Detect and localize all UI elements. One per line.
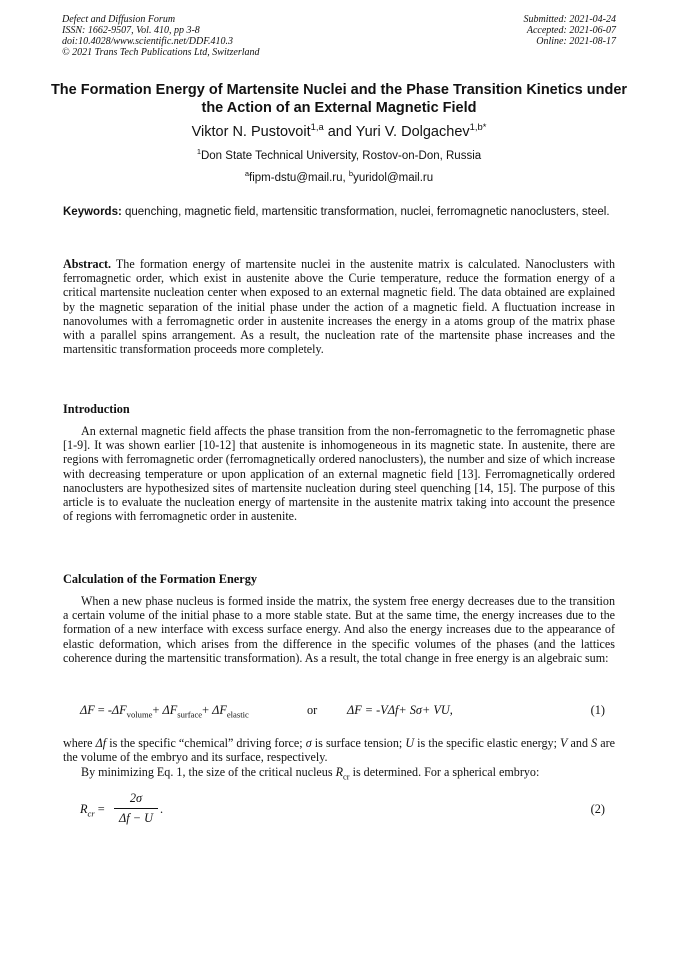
accepted-date: Accepted: 2021-06-07: [526, 25, 616, 36]
equation-2-denominator: Δf − U: [119, 811, 153, 825]
author-2-affil: 1,b*: [469, 121, 487, 133]
equation-1: [80, 703, 615, 719]
paper-title: The Formation Energy of Martensite Nuclei and the Phase Transition Kinetics under the Action of an External Magnetic Field: [50, 82, 628, 116]
equation-2-numerator: 2σ: [114, 791, 158, 809]
equation-2-dot: .: [160, 802, 164, 816]
author-2: Yuri V. Dolgachev: [355, 124, 470, 140]
author-1: Viktor N. Pustovoit: [191, 124, 311, 140]
affiliation-text: Don State Technical University, Rostov-on-Don, Russia: [200, 150, 482, 162]
email-b-marker: b: [348, 169, 354, 179]
doi: doi:10.4028/www.scientific.net/DDF.410.3: [62, 36, 234, 47]
calculation-heading: Calculation of the Formation Energy: [63, 572, 258, 586]
online-date: Online: 2021-08-17: [536, 36, 616, 47]
equation-2-fraction: [114, 791, 158, 826]
minimizing-paragraph: By minimizing Eq. 1, the size of the critical nucleus $R_{cr}$ is determined. For a spherical embryo:: [81, 765, 540, 782]
introduction-heading: Introduction: [63, 402, 130, 416]
abstract-label: Abstract.: [63, 257, 112, 271]
email-a-marker: a: [244, 169, 250, 179]
abstract-text: The formation energy of martensite nuclei in the austenite matrix is calculated. Nanoclusters with ferromagnetic order, which exist in austenite above the Curie temperature, reduce the formation energy of a critical martensite nucleation center when exposed to an external magnetic field. The data obtained are explained by the magnetic separation of the initial phase under the action of a magnetic field. A fluctuation increase in nanovolumes with a ferromagnetic order in austenite increases the energy in a atoms group of the matrix phase with a parallel spins arrangement. As a result, the nucleation rate of the martensite phase increases and the martensitic transformation proceeds more completely.: [63, 257, 615, 357]
journal-name: Defect and Diffusion Forum: [62, 14, 176, 25]
equation-1-left: $\Delta F = -\Delta F_{volume}+ \Delta F_{surface}+ \Delta F_{elastic}$: [80, 703, 249, 720]
email-separator: ,: [342, 172, 349, 184]
affiliation-marker: 1: [196, 147, 201, 157]
journal-header-right: [524, 14, 617, 47]
equation-1-or: or: [307, 703, 318, 717]
email-b[interactable]: yuridol@mail.ru: [353, 172, 434, 184]
email-a[interactable]: fipm-dstu@mail.ru: [249, 172, 343, 184]
keywords-text: quenching, magnetic field, martensitic transformation, nuclei, ferromagnetic nanoclusters, steel.: [121, 206, 610, 218]
equation-1-number: (1): [590, 703, 605, 717]
author-1-affil: 1,a: [310, 121, 324, 133]
keywords-label: Keywords:: [63, 206, 122, 218]
issn: ISSN: 1662-9507, Vol. 410, pp 3-8: [62, 25, 200, 36]
equation-2-left: $R_{cr}$ =: [80, 802, 105, 819]
journal-header-left: [62, 14, 260, 58]
keywords: [63, 205, 615, 220]
abstract: [63, 257, 615, 356]
copyright: © 2021 Trans Tech Publications Ltd, Switzerland: [62, 47, 260, 58]
affiliation: [40, 147, 638, 162]
calculation-paragraph: When a new phase nucleus is formed inside the matrix, the system free energy decreases due to the transition a certain volume of the initial phase to a more stable state. But at the same time, the energy increases due to the formation of a new interface with excess surface energy. And also the energy increases due to the appearance of elastic deformation, which arises from the difference in the specific volumes of the phases (and the lattices coherence during the martensitic transformation). As a result, the total change in free energy is an algebraic sum:: [63, 594, 615, 665]
introduction-paragraph: An external magnetic field affects the phase transition from the non-ferromagnetic to the ferromagnetic phase [1-9]. It was shown earlier [10-12] that austenite is inhomogeneous in its magnetic state. In austenite, there are regions with ferromagnetic order (ferromagnetically ordered nanoclusters), the number and size of which increase with decreasing temperature or upon application of an external magnetic field [13]. Ferromagnetically ordered nanoclusters are hypothesized sites of martensite nucleation during steel quenching [14, 15]. The purpose of this article is to evaluate the nucleation energy of martensite in the austenite matrix taking into account the presence of regions with ferromagnetic order in austenite.: [63, 424, 615, 524]
authors: [40, 121, 638, 140]
equation-2: [80, 791, 615, 831]
submitted-date: Submitted: 2021-04-24: [523, 14, 616, 25]
where-paragraph: where Δf is the specific “chemical” driving force; σ is surface tension; U is the specific elastic energy; V and S are the volume of the embryo and its surface, respectively.: [63, 736, 615, 765]
author-conjunction: and: [323, 124, 356, 140]
emails: [40, 169, 638, 184]
equation-2-number: (2): [590, 802, 605, 816]
equation-1-right: ΔF = -VΔf+ Sσ+ VU,: [347, 703, 453, 717]
